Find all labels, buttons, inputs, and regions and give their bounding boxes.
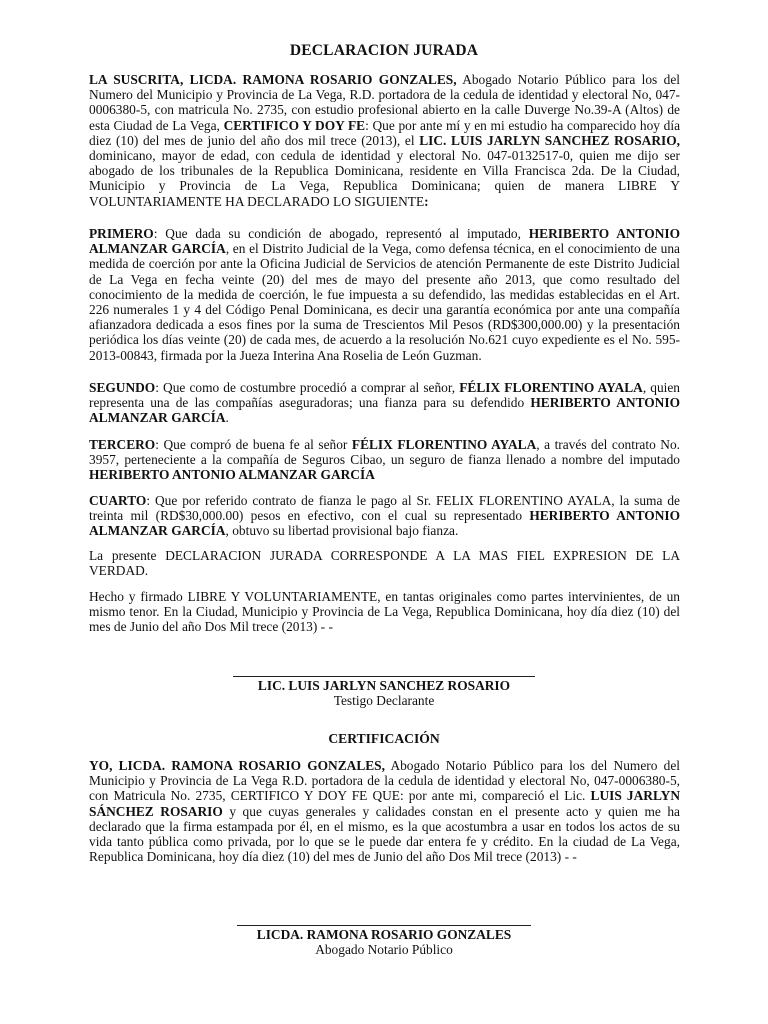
signature-block-notary [0, 925, 768, 957]
segundo-text-3: . [225, 410, 229, 426]
segundo-paragraph [89, 380, 680, 426]
intro-text-1: Abogado Notario Público para los del Numero del Municipio y Provincia de La Vega, R.D. portadora de la cedula de identidad y electoral No, 047-0006380-5, con matricula No. 2735, con estudio profesional abierto en la calle Duverge No.39-A (Altos) de esta Ciudad de La Vega, [89, 72, 680, 133]
primero-paragraph [89, 226, 680, 363]
cuarto-text-2: , obtuvo su libertad provisional bajo fianza. [225, 523, 459, 539]
cuarto-label: CUARTO [89, 493, 147, 508]
document-title: DECLARACION JURADA [289, 42, 479, 59]
intro-text-2: : Que por ante mí y en mi estudio ha comparecido hoy día diez (10) del mes de junio del año dos mil trece (2013), el [89, 117, 681, 148]
insurer-name: FÉLIX FLORENTINO AYALA [351, 437, 537, 452]
segundo-text-1: : Que como de costumbre procedió a comprar al señor, [155, 380, 460, 395]
declarant-signature-name: LIC. LUIS JARLYN SANCHEZ ROSARIO [257, 678, 511, 693]
certificacion-title: CERTIFICACIÓN [328, 731, 440, 746]
cuarto-text-1: : Que por referido contrato de fianza le pago al Sr. FELIX FLORENTINO AYALA, la suma de treinta mil (RD$30,000.00) pesos en efectivo, con el cual su representado [89, 493, 680, 524]
tercero-text-2: , a través del contrato No. 3957, perteneciente a la compañía de Seguros Cibao, un seguro de fianza llenado a nombre del imputado [89, 437, 680, 468]
primero-label: PRIMERO [89, 226, 154, 241]
signature-line [237, 925, 531, 926]
certificacion-paragraph [89, 758, 680, 864]
tercero-text-1: : Que compró de buena fe al señor [155, 437, 352, 452]
notary-name: LA SUSCRITA, LICDA. RAMONA ROSARIO GONZALES, [89, 72, 457, 87]
primero-text-2: , en el Distrito Judicial de la Vega, como defensa técnica, en el conocimiento de una medida de coerción por ante la Oficina Judicial de Servicios de atención Permanente de este Distrito Judicial de La Vega en fecha veinte (20) del mes de mayo del presente año 2013, que como resultado del conocimiento de la medida de coerción, le fue impuesta a su defendido, las medidas establecidas en el Art. 226 numerales 1 y 4 del Código Penal Dominicana, es decir una garantía económica por ante una compañía afianzadora dedicada a esos fines por la suma de Trescientos Mil Pesos (RD$300,000.00) y la presentación periódica los días veinte (20) de cada mes, de acuerdo a la resolución No.621 cuyo expediente es el No. 595-2013-00843, firmada por la Jueza Interina Ana Roselia de León Guzman. [89, 241, 680, 363]
tercero-label: TERCERO [89, 437, 156, 452]
certifico-label: CERTIFICO Y DOY FE [223, 117, 366, 133]
notary-signature-name: LICDA. RAMONA ROSARIO GONZALES [256, 927, 512, 942]
defendant-name: HERIBERTO ANTONIO ALMANZAR GARCÍA [89, 226, 680, 257]
notary-signature-role: Abogado Notario Público [315, 942, 453, 958]
presente-paragraph: La presente DECLARACION JURADA CORRESPONDE A LA MAS FIEL EXPRESION DE LA VERDAD. [89, 548, 680, 579]
cuarto-paragraph [89, 493, 680, 539]
defendant-name: HERIBERTO ANTONIO ALMANZAR GARCÍA [89, 467, 375, 483]
primero-text-1: : Que dada su condición de abogado, representó al imputado, [153, 226, 529, 241]
declarant-name: LIC. LUIS JARLYN SANCHEZ ROSARIO, [419, 132, 680, 148]
intro-colon: : [424, 193, 429, 209]
defendant-name: HERIBERTO ANTONIO ALMANZAR GARCÍA [89, 508, 681, 539]
notary-name: YO, LICDA. RAMONA ROSARIO GONZALES, [89, 758, 385, 773]
hecho-paragraph: Hecho y firmado LIBRE Y VOLUNTARIAMENTE, en tantas originales como partes intervinientes, de un mismo tenor. En la Ciudad, Municipio y Provincia de La Vega, Republica Dominicana, hoy día diez (10) del mes de Junio del año Dos Mil trece (2013) - - [89, 589, 680, 635]
declarant-name: LUIS JARLYN SÁNCHEZ ROSARIO [89, 788, 680, 819]
segundo-text-2: , quien representa una de las compañías aseguradoras; una fianza para su defendido [89, 380, 681, 411]
certificacion-text-1: Abogado Notario Público para los del Numero del Municipio y Provincia de La Vega R.D. portadora de la cedula de identidad y electoral No, 047-0006380-5, con Matricula No. 2735, CERTIFICO Y DOY FE QUE: por ante mi, compareció el Lic. [89, 758, 680, 804]
signature-block-declarant [0, 676, 768, 708]
tercero-paragraph [89, 437, 680, 483]
signature-line [233, 676, 535, 677]
intro-paragraph [89, 72, 680, 209]
segundo-label: SEGUNDO [89, 380, 156, 395]
intro-text-3: dominicano, mayor de edad, con cedula de identidad y electoral No. 047-0132517-0, quien me dijo ser abogado de los tribunales de la Republica Dominicana, residente en Villa Francisca 2da. De la Ciudad, Municipio y Provincia de La Vega, Republica Dominicana; quien de manera LIBRE Y VOLUNTARIAMENTE HA DECLARADO LO SIGUIENTE [89, 148, 680, 209]
defendant-name: HERIBERTO ANTONIO ALMANZAR GARCÍA [89, 395, 680, 426]
certificacion-text-2: y que cuyas generales y calidades constan en el presente acto y quien me ha declarado que la firma estampada por él, en el mismo, es la que acostumbra a usar en todos los actos de su vida tanto pública como privada, por lo que se le puede dar entera fe y crédito. En la ciudad de La Vega, Republica Dominicana, hoy día diez (10) del mes de Junio del año Dos Mil trece (2013) - - [89, 803, 680, 865]
insurer-name: FÉLIX FLORENTINO AYALA [459, 380, 643, 395]
declarant-signature-role: Testigo Declarante [333, 693, 435, 709]
